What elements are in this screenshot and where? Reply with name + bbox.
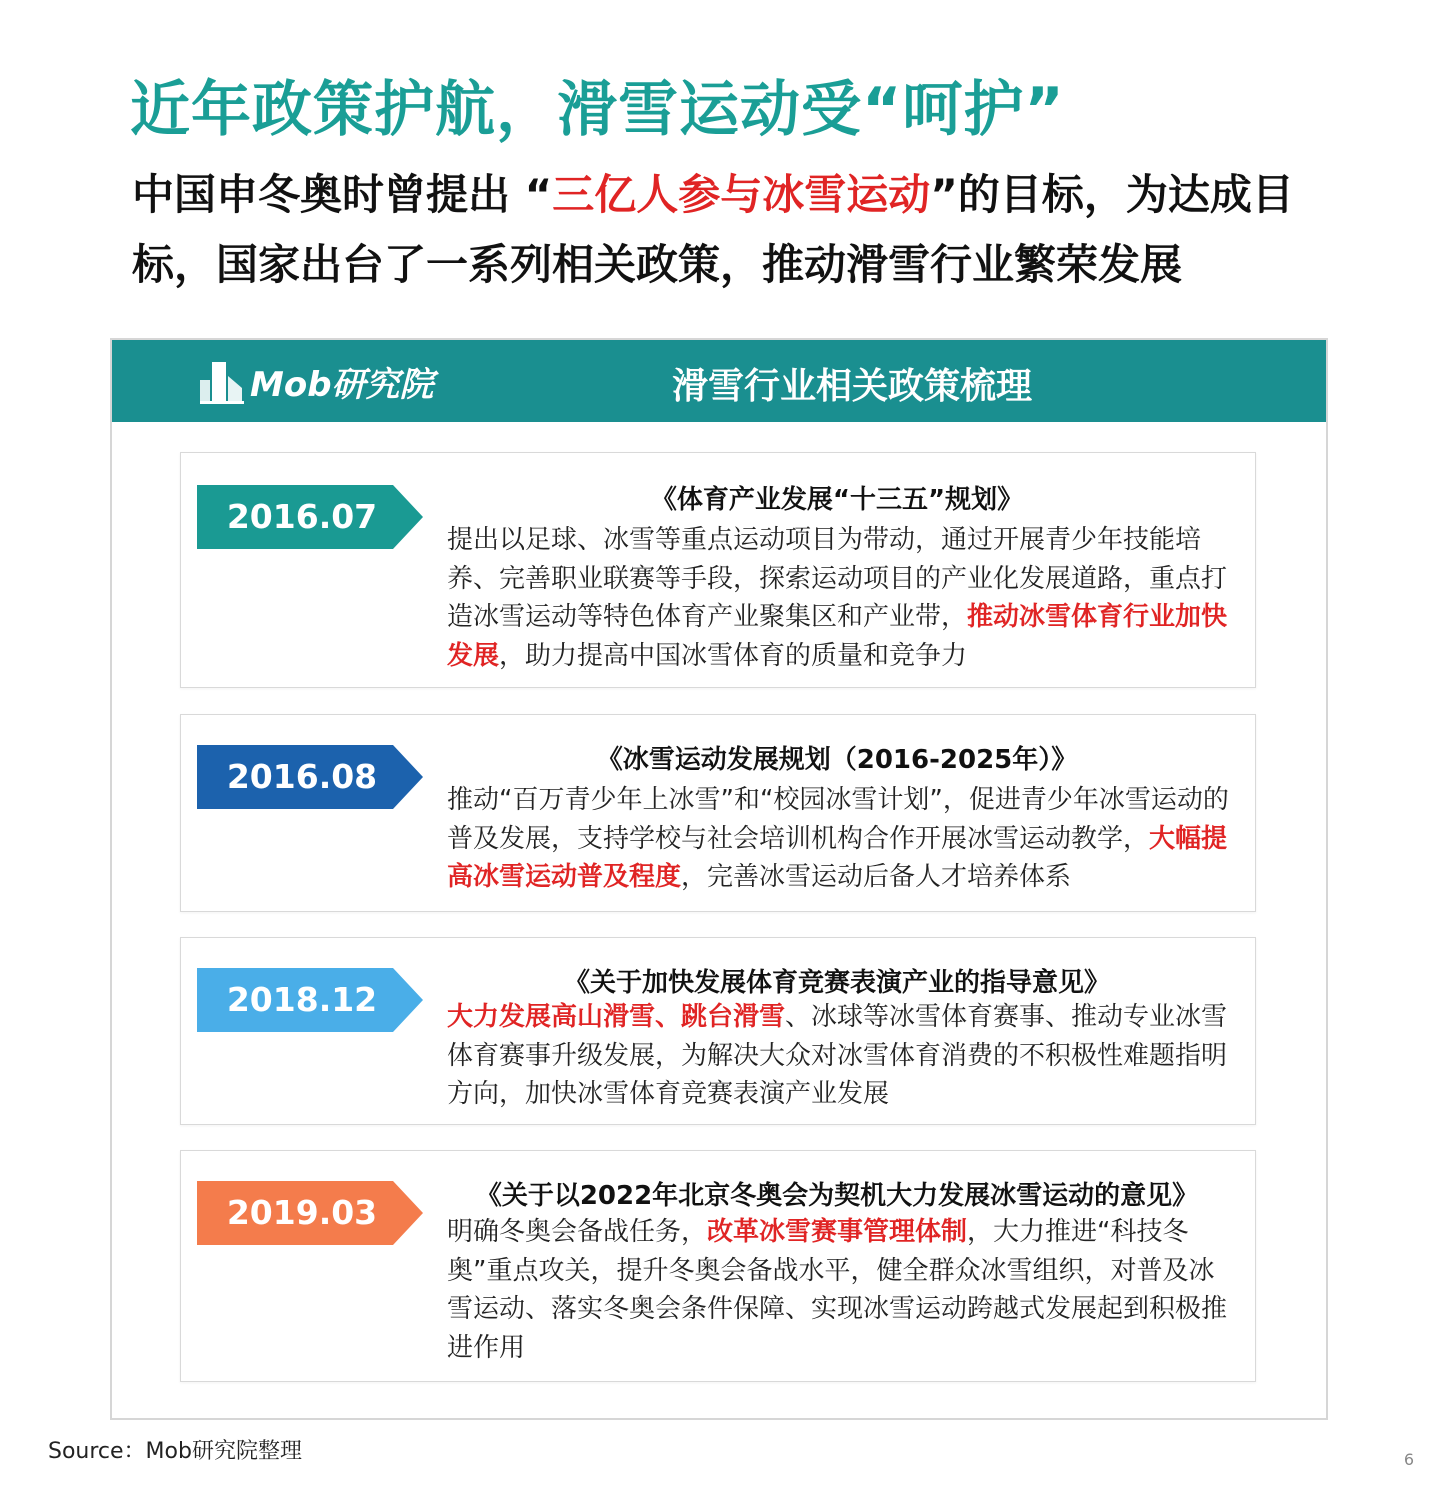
body-text: 、冰球等冰雪体育赛事、推动专业冰雪体育赛事升级发展，为解决大众对冰雪体育消费的不积极性难题指明方向，加快冰雪体育竞赛表演产业发展 <box>447 1002 1228 1109</box>
source-note: Source：Mob研究院整理 <box>48 1439 302 1464</box>
policy-card <box>180 452 1256 688</box>
policy-title: 《关于以2022年北京冬奥会为契机大力发展冰雪运动的意见》 <box>475 1181 1199 1211</box>
mob-logo <box>200 352 434 410</box>
building-logo-icon <box>200 358 244 404</box>
policy-title: 《关于加快发展体育竞赛表演产业的指导意见》 <box>563 968 1110 998</box>
date-badge <box>197 485 427 549</box>
body-highlight: 大力发展高山滑雪、跳台滑雪 <box>447 1002 786 1032</box>
logo-text: Mob研究院 <box>250 364 434 405</box>
body-text: 推动“百万青少年上冰雪”和“校园冰雪计划”，促进青少年冰雪运动的普及发展，支持学校与社会培训机构合作开展冰雪运动教学， <box>447 785 1229 854</box>
body-text: ，助力提高中国冰雪体育的质量和竞争力 <box>499 640 968 671</box>
panel-title: 滑雪行业相关政策梳理 <box>672 366 1033 407</box>
date-badge <box>197 968 427 1032</box>
policy-card <box>180 1150 1256 1382</box>
policy-title: 《体育产业发展“十三五”规划》 <box>650 485 1024 515</box>
date-label: 2016.08 <box>226 757 378 796</box>
body-text: 明确冬奥会备战任务， <box>447 1217 708 1247</box>
body-highlight: 推动冰雪体育行业加快发展 <box>447 602 1228 671</box>
date-label: 2019.03 <box>226 1193 378 1232</box>
page-subtitle <box>132 160 1332 300</box>
body-text: ，大力推进“科技冬奥”重点攻关，提升冬奥会备战水平，健全群众冰雪组织，对普及冰雪运动、落实冬奥会条件保障、实现冰雪运动跨越式发展起到积极推进作用 <box>447 1217 1228 1363</box>
policy-title: 《冰雪运动发展规划（2016-2025年）》 <box>596 745 1078 775</box>
policy-body <box>447 998 1237 1114</box>
date-label: 2016.07 <box>226 497 378 536</box>
body-text: 提出以足球、冰雪等重点运动项目为带动，通过开展青少年技能培养、完善职业联赛等手段，探索运动项目的产业化发展道路，重点打造冰雪运动等特色体育产业聚集区和产业带， <box>447 525 1228 632</box>
policy-panel <box>110 338 1328 1420</box>
policy-body <box>447 521 1237 675</box>
panel-header <box>112 340 1326 422</box>
body-highlight: 改革冰雪赛事管理体制 <box>707 1217 968 1247</box>
page-title: 近年政策护航，滑雪运动受“呵护” <box>130 75 1065 145</box>
page-number: 6 <box>1403 1450 1414 1469</box>
subtitle-part1: 中国申冬奥时曾提出 “ <box>132 170 553 219</box>
body-text: ，完善冰雪运动后备人才培养体系 <box>681 862 1072 892</box>
policy-card <box>180 714 1256 912</box>
subtitle-highlight: 三亿人参与冰雪运动 <box>552 170 931 219</box>
subtitle-part2: ”的目标，为达成目标，国家出台了一系列相关政策，推动滑雪行业繁荣发展 <box>132 170 1294 289</box>
policy-card <box>180 937 1256 1125</box>
policy-body <box>447 781 1237 897</box>
policy-body <box>447 1213 1237 1367</box>
date-badge <box>197 1181 427 1245</box>
body-highlight: 大幅提高冰雪运动普及程度 <box>447 823 1228 892</box>
date-badge <box>197 745 427 809</box>
date-label: 2018.12 <box>226 980 378 1019</box>
